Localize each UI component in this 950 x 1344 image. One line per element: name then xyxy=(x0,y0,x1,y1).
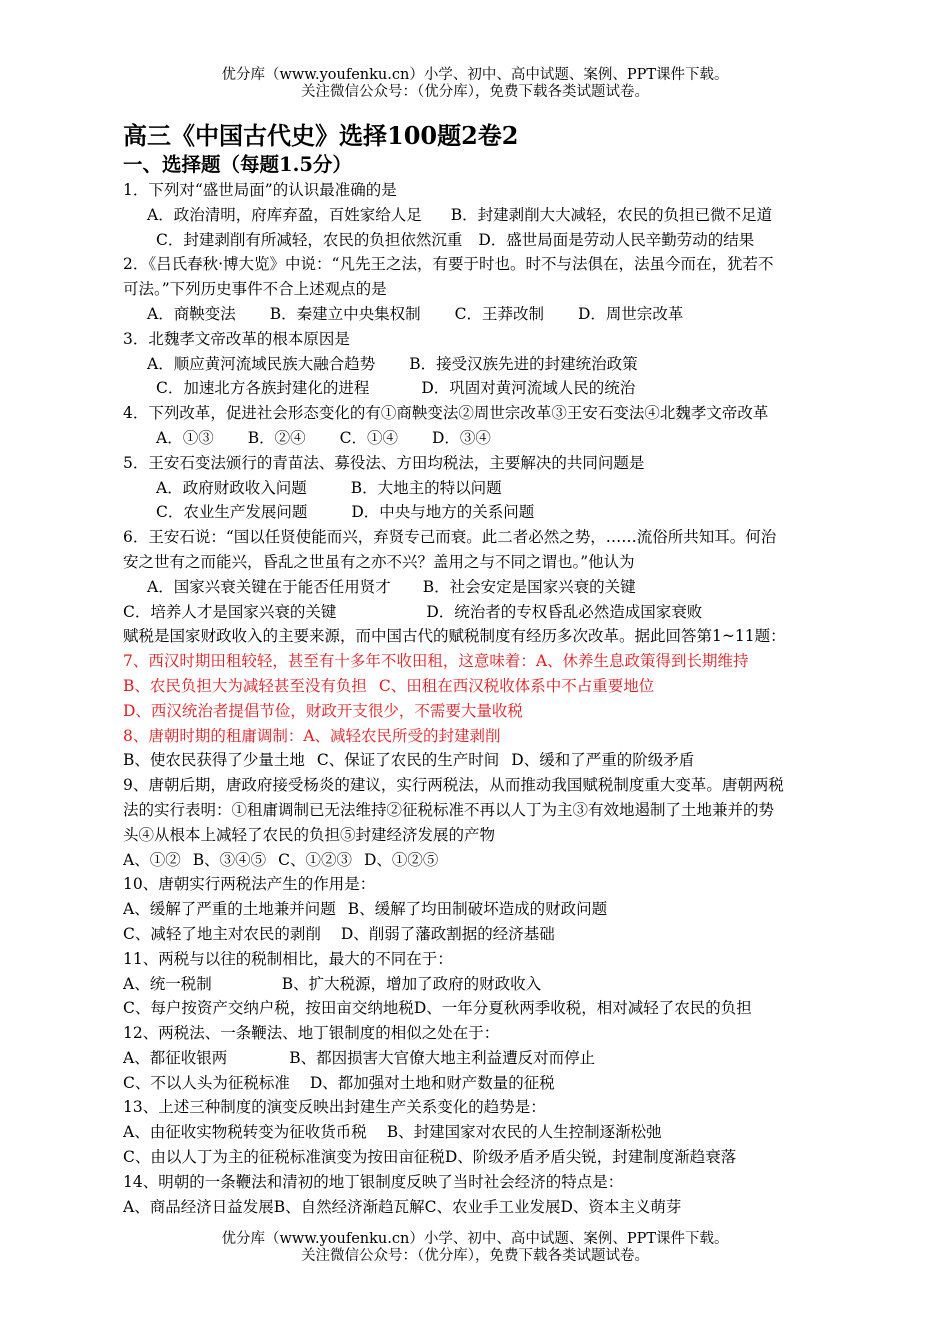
text-segment: D．巩固对黄河流域人民的统治 xyxy=(421,379,636,398)
section-heading: 一、选择题（每题1.5分） xyxy=(123,153,352,176)
text-segment: 10、唐朝实行两税法产生的作用是： xyxy=(123,875,376,894)
text-segment: 头④从根本上减轻了农民的负担⑤封建经济发展的产物 xyxy=(123,825,496,844)
text-segment: B．秦建立中央集权制 xyxy=(269,304,421,323)
text-segment: 6．王安石说：“国以任贤使能而兴，弃贤专己而衰。此二者必然之势，……流俗所共知耳。何治 xyxy=(123,528,777,547)
text-line xyxy=(123,476,843,501)
text-segment: B、封建国家对农民的人生控制逐渐松弛 xyxy=(386,1123,662,1142)
text-segment: 赋税是国家财政收入的主要来源，而中国古代的赋税制度有经历多次改革。据此回答第1~11题： xyxy=(123,627,786,646)
text-line xyxy=(123,996,843,1021)
text-segment: A、商品经济日益发展B、自然经济渐趋瓦解C、农业手工业发展D、资本主义萌芽 xyxy=(123,1197,682,1216)
text-segment: D、都加强对土地和财产数量的征税 xyxy=(309,1073,555,1092)
text-line xyxy=(123,773,843,798)
text-line xyxy=(123,798,843,823)
text-segment: B．接受汉族先进的封建统治政策 xyxy=(409,354,638,373)
header-line-1: 优分库（www.youfenku.cn）小学、初中、高中试题、案例、PPT课件下载。 xyxy=(221,67,729,83)
text-line xyxy=(123,1145,843,1170)
text-segment: 可法。”下列历史事件不合上述观点的是 xyxy=(123,280,387,299)
text-segment: C、减轻了地主对农民的剥削 xyxy=(123,924,321,943)
text-segment: A、缓解了严重的土地兼并问题 xyxy=(123,900,336,919)
highlighted-text-line xyxy=(123,724,843,749)
page-footer xyxy=(0,1231,950,1265)
text-line xyxy=(123,550,843,575)
text-segment: 9、唐朝后期，唐政府接受杨炎的建议，实行两税法，从而推动我国赋税制度重大变革。唐朝两税 xyxy=(123,776,784,795)
text-segment: 安之世有之而能兴，昏乱之世虽有之亦不兴？盖用之与不同之谓也。”他认为 xyxy=(123,552,635,571)
text-segment: 8、唐朝时期的租庸调制：A、减轻农民所受的封建剥削 xyxy=(123,726,501,745)
text-segment: B、扩大税源，增加了政府的财政收入 xyxy=(281,974,542,993)
text-segment: 7、西汉时期田租较轻，甚至有十多年不收田租，这意味着：A、休养生息政策得到长期维持 xyxy=(123,652,749,671)
page-header xyxy=(0,67,950,101)
text-line xyxy=(123,1071,843,1096)
text-segment: A．顺应黄河流域民族大融合趋势 xyxy=(147,354,376,373)
text-segment: D、西汉统治者提倡节俭，财政开支很少，不需要大量收税 xyxy=(123,701,523,720)
text-segment: D．周世宗改革 xyxy=(577,304,684,323)
text-line xyxy=(123,525,843,550)
text-line xyxy=(123,352,843,377)
question-list xyxy=(123,178,843,1219)
text-line xyxy=(123,302,843,327)
text-segment: A．国家兴衰关键在于能否任用贤才 xyxy=(147,577,391,596)
text-segment: D．中央与地方的关系问题 xyxy=(351,503,535,522)
text-line xyxy=(123,376,843,401)
text-segment: A、都征收银两 xyxy=(123,1048,228,1067)
text-segment: 2．《吕氏春秋·博大览》中说：“凡先王之法，有要于时也。时不与法俱在，法虽今而在，犹若不 xyxy=(123,255,774,274)
document-body xyxy=(123,120,843,1219)
text-line xyxy=(123,1120,843,1145)
text-line xyxy=(123,624,843,649)
text-segment: C．加速北方各族封建化的进程 xyxy=(156,379,370,398)
text-line xyxy=(123,748,843,773)
text-line xyxy=(123,1021,843,1046)
text-segment: D．统治者的专权昏乱必然造成国家衰败 xyxy=(426,602,703,621)
text-segment: D、削弱了藩政割据的经济基础 xyxy=(340,924,555,943)
footer-line-2: 关注微信公众号：（优分库），免费下载各类试题试卷。 xyxy=(301,1248,649,1264)
text-segment: C．①④ xyxy=(339,428,398,447)
text-line xyxy=(123,575,843,600)
text-segment: D、缓和了严重的阶级矛盾 xyxy=(511,751,695,770)
text-segment: A．政府财政收入问题 xyxy=(156,478,307,497)
footer-line-1: 优分库（www.youfenku.cn）小学、初中、高中试题、案例、PPT课件下载。 xyxy=(221,1231,729,1247)
highlighted-text-line xyxy=(123,699,843,724)
text-segment: 11、两税与以往的税制相比，最大的不同在于： xyxy=(123,949,453,968)
text-line xyxy=(123,426,843,451)
text-segment: A．商鞅变法 xyxy=(147,304,236,323)
highlighted-text-line xyxy=(123,674,843,699)
text-segment: B．②④ xyxy=(247,428,306,447)
text-segment: 12、两税法、一条鞭法、地丁银制度的相似之处在于： xyxy=(123,1024,500,1043)
text-line xyxy=(123,500,843,525)
text-segment: 14、明朝的一条鞭法和清初的地丁银制度反映了当时社会经济的特点是： xyxy=(123,1172,624,1191)
text-line xyxy=(123,1195,843,1220)
text-line xyxy=(123,228,843,253)
text-line xyxy=(123,1095,843,1120)
text-segment: C、①②③ xyxy=(278,850,352,869)
text-segment: B、农民负担大为减轻甚至没有负担 xyxy=(123,676,367,695)
text-segment: B、③④⑤ xyxy=(192,850,267,869)
text-line xyxy=(123,848,843,873)
text-segment: A、统一税制 xyxy=(123,974,212,993)
text-line xyxy=(123,600,843,625)
text-segment: D．③④ xyxy=(431,428,491,447)
text-line xyxy=(123,327,843,352)
text-segment: D、①②⑤ xyxy=(363,850,439,869)
text-line xyxy=(123,252,843,277)
text-segment: B．封建剥削大大减轻，农民的负担已微不足道 xyxy=(450,205,773,224)
text-segment: 5．王安石变法颁行的青苗法、募役法、方田均税法，主要解决的共同问题是 xyxy=(123,453,645,472)
text-line xyxy=(123,897,843,922)
text-segment: 4．下列改革，促进社会形态变化的有①商鞅变法②周世宗改革③王安石变法④北魏孝文帝改革 xyxy=(123,404,769,423)
text-segment: A、①② xyxy=(123,850,181,869)
text-line xyxy=(123,823,843,848)
text-segment: B、使农民获得了少量土地 xyxy=(123,751,305,770)
text-segment: C．封建剥削有所减轻，农民的负担依然沉重 xyxy=(156,230,463,249)
text-segment: B．社会安定是国家兴衰的关键 xyxy=(422,577,636,596)
text-line xyxy=(123,1046,843,1071)
text-segment: C、田租在西汉税收体系中不占重要地位 xyxy=(378,676,655,695)
text-segment: 1．下列对“盛世局面”的认识最准确的是 xyxy=(123,181,397,199)
text-segment: C．农业生产发展问题 xyxy=(156,503,308,522)
text-line xyxy=(123,947,843,972)
text-segment: C．培养人才是国家兴衰的关键 xyxy=(123,602,337,621)
text-line xyxy=(123,1170,843,1195)
text-segment: 13、上述三种制度的演变反映出封建生产关系变化的趋势是： xyxy=(123,1098,546,1117)
text-line xyxy=(123,972,843,997)
header-line-2: 关注微信公众号：（优分库），免费下载各类试题试卷。 xyxy=(301,84,649,100)
text-segment: C、保证了农民的生产时间 xyxy=(316,751,500,770)
text-segment: A．①③ xyxy=(156,428,214,447)
text-segment: C、由以人丁为主的征税标准演变为按田亩征税D、阶级矛盾矛盾尖锐，封建制度渐趋衰落 xyxy=(123,1148,737,1167)
highlighted-text-line xyxy=(123,649,843,674)
text-segment: C、每户按资产交纳户税，按田亩交纳地税D、一年分夏秋两季收税，相对减轻了农民的负担 xyxy=(123,999,752,1018)
document-title: 高三《中国古代史》选择100题2卷2 xyxy=(123,121,519,150)
text-segment: C、不以人头为征税标准 xyxy=(123,1073,290,1092)
text-line xyxy=(123,922,843,947)
text-line xyxy=(123,203,843,228)
text-segment: B、都因损害大官僚大地主利益遭反对而停止 xyxy=(289,1048,596,1067)
text-line xyxy=(123,401,843,426)
text-segment: C．王莽改制 xyxy=(454,304,544,323)
text-segment: D．盛世局面是劳动人民辛勤劳动的结果 xyxy=(478,230,755,249)
text-line xyxy=(123,277,843,302)
text-line xyxy=(123,872,843,897)
text-line xyxy=(123,451,843,476)
text-segment: 3．北魏孝文帝改革的根本原因是 xyxy=(123,329,350,348)
text-line xyxy=(123,178,843,203)
text-segment: B．大地主的特以问题 xyxy=(350,478,502,497)
text-segment: A、由征收实物税转变为征收货币税 xyxy=(123,1123,367,1142)
text-segment: B、缓解了均田制破坏造成的财政问题 xyxy=(347,900,608,919)
text-segment: A．政治清明，府库弃盈，百姓家给人足 xyxy=(147,205,422,224)
text-segment: 法的实行表明：①租庸调制已无法维持②征税标准不再以人丁为主③有效地遏制了土地兼并的势 xyxy=(123,800,775,819)
